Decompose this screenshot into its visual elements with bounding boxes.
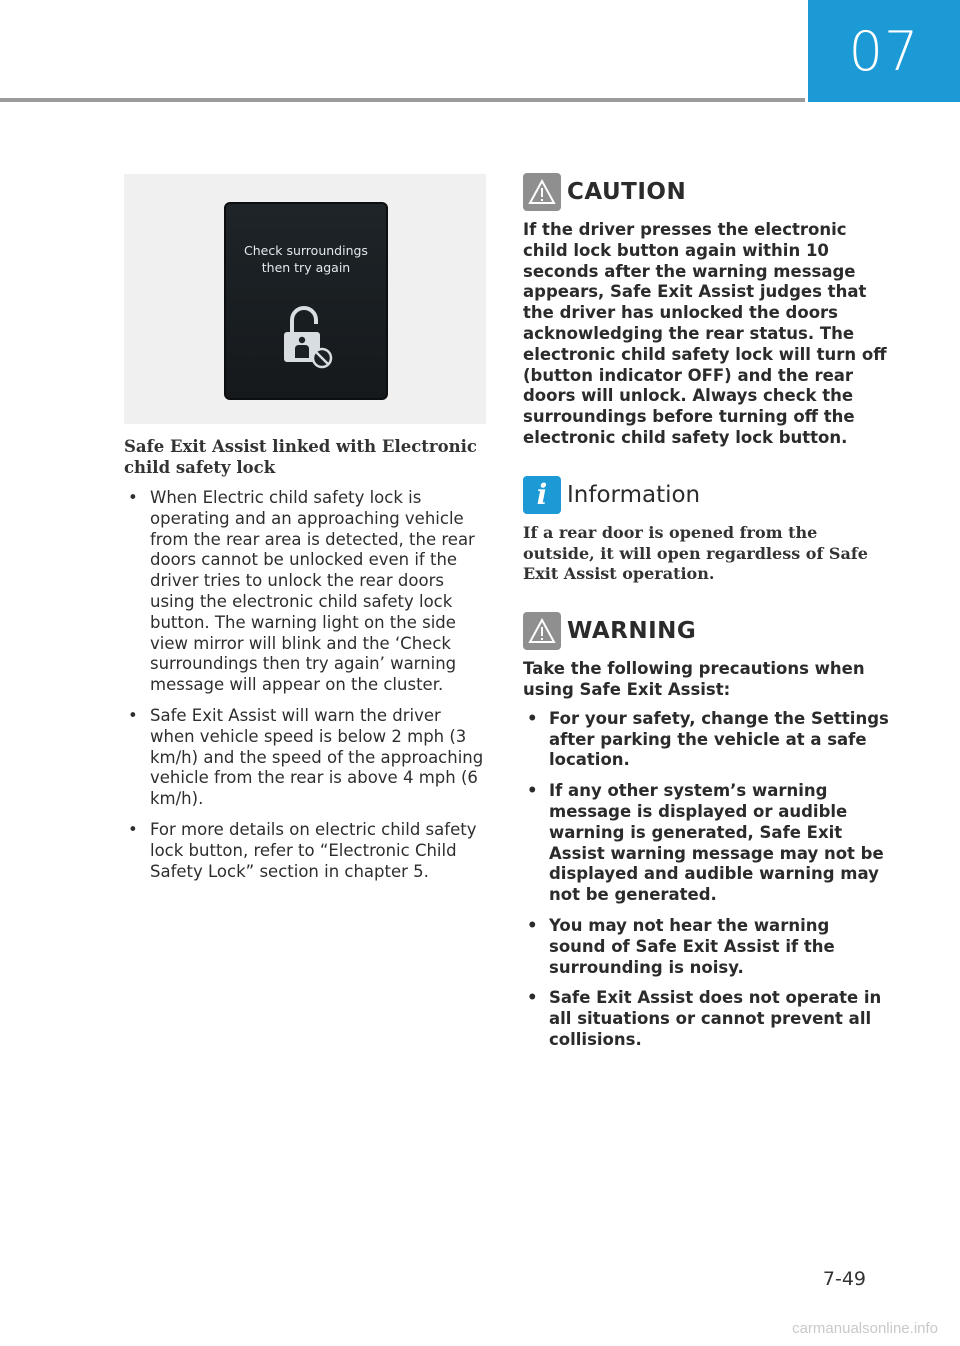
list-item: • For your safety, change the Settings after parking the vehicle at a safe location. (523, 709, 889, 771)
right-column (523, 172, 889, 1061)
chapter-tab (808, 0, 960, 102)
list-item: • For more details on electric child safety lock button, refer to “Electronic Child Safety Lock” section in chapter 5. (124, 820, 488, 882)
warning-title: WARNING (567, 618, 697, 645)
list-item: • When Electric child safety lock is operating and an approaching vehicle from the rear area is detected, the rear doors cannot be unlocked even if the driver tries to unlock the rear doors using the electronic child safety lock button. The warning light on the side view mirror will blink and the ‘Check surroundings then try again’ warning message will appear on the cluster. (124, 488, 488, 696)
header-rule (0, 98, 805, 102)
info-icon: i (523, 476, 561, 514)
child-lock-icon (278, 302, 338, 372)
warning-header (523, 611, 889, 651)
cluster-screen (224, 202, 388, 400)
information-header (523, 475, 889, 515)
section-heading: Safe Exit Assist linked with Electronic child safety lock (124, 437, 477, 477)
list-item: • Safe Exit Assist will warn the driver when vehicle speed is below 2 mph (3 km/h) and the speed of the approaching vehicle from the rear is above 4 mph (6 km/h). (124, 706, 488, 810)
caution-text: If the driver presses the electronic child lock button again within 10 seconds after the warning message appears, Safe Exit Assist judges that the driver has unlocked the doors acknowledging the rear status. The electronic child safety lock will turn off (button indicator OFF) and the rear doors will unlock. Always check the surroundings before turning off the electronic child safety lock button. (523, 220, 887, 447)
warning-triangle-icon (523, 612, 561, 650)
information-text: If a rear door is opened from the outside, it will open regardless of Safe Exit Assist operation. (523, 522, 868, 584)
caution-header (523, 172, 889, 212)
warning-bullets (523, 709, 889, 1051)
page-number: 7-49 (822, 1268, 866, 1290)
figure (124, 174, 486, 424)
list-item: • If any other system’s warning message is displayed or audible warning is generated, Safe Exit Assist warning message may not be displayed and audible warning may not be generated. (523, 781, 889, 906)
section-bullets (124, 488, 488, 882)
warning-intro: Take the following precautions when using Safe Exit Assist: (523, 659, 865, 699)
cluster-message-line1: Check surroundings (244, 243, 368, 258)
cluster-message (226, 242, 386, 276)
list-item: • You may not hear the warning sound of Safe Exit Assist if the surrounding is noisy. (523, 916, 889, 978)
warning-triangle-icon (523, 173, 561, 211)
left-column (124, 174, 488, 892)
cluster-message-line2: then try again (261, 260, 351, 275)
chapter-number: 07 (848, 19, 920, 83)
information-title: Information (567, 481, 701, 508)
list-item: • Safe Exit Assist does not operate in all situations or cannot prevent all collisions. (523, 988, 889, 1050)
caution-title: CAUTION (567, 179, 687, 205)
watermark: carmanualsonline.info (792, 1320, 938, 1337)
